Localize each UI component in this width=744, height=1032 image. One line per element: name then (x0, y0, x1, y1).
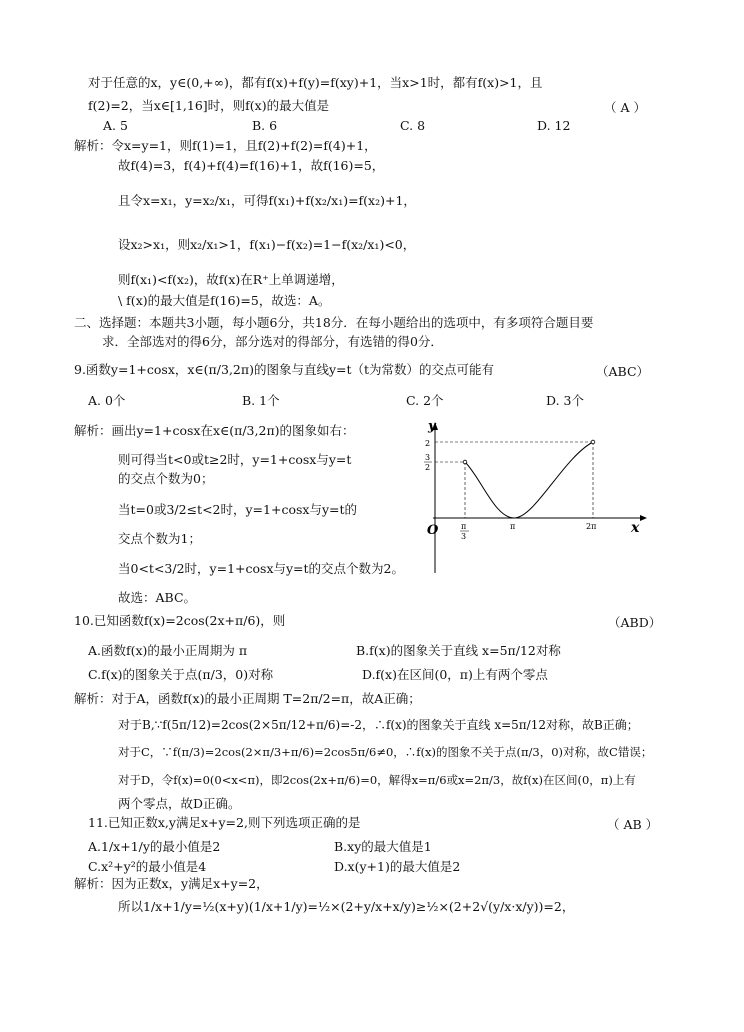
section2-instruction-line2: 求．全部选对的得6分，部分选对的得部分，有选错的得0分． (102, 334, 443, 349)
q9-solution-line7: 故选：ABC。 (118, 590, 197, 605)
q11-solution-line2: 所以1/x+1/y=½(x+y)(1/x+1/y)=½×(2+y/x+x/y)≥½×(2+2√(y/x·x/y))=2， (118, 899, 575, 914)
q10-stem: 10.已知函数f(x)=2cos(2x+π/6)，则 (74, 613, 286, 628)
q9-option-c: C. 2个 (406, 393, 444, 408)
q8-option-d: D. 12 (537, 118, 571, 133)
x-tick-3-denom: 3 (461, 532, 467, 541)
q8-solution-line5: 则f(x₁)<f(x₂)，故f(x)在R⁺上单调递增， (118, 272, 344, 287)
q8-option-b: B. 6 (252, 118, 278, 133)
q11-option-a: A.1/x+1/y的最小值是2 (88, 839, 221, 854)
q8-solution-line1: 解析：令x=y=1，则f(1)=1，且f(2)+f(2)=f(4)+1， (74, 138, 377, 153)
q9-stem: 9.函数y=1+cosx，x∈(π/3,2π)的图象与直线y=t（t为常数）的交点可能有 (74, 362, 495, 377)
q8-solution-line2: 故f(4)=3，f(4)+f(4)=f(16)+1，故f(16)=5， (118, 158, 385, 173)
q11-stem: 11.已知正数x,y满足x+y=2,则下列选项正确的是 (88, 815, 361, 830)
y-axis-label: y (428, 419, 436, 434)
x-tick-pi-num: π (461, 522, 467, 531)
q9-answer: （ABC） (596, 364, 650, 379)
q11-solution-line1: 解析：因为正数x，y满足x+y=2， (74, 876, 269, 891)
q10-solution-line3: 对于C，∵f(π/3)=2cos(2×π/3+π/6)=2cos5π/6≠0，∴f(x)的图象不关于点(π/3，0)对称，故C错误； (118, 745, 653, 759)
open-point-right (591, 440, 595, 444)
q11-option-c: C.x²+y²的最小值是4 (88, 859, 207, 874)
q9-solution-line1: 解析：画出y=1+cosx在x∈(π/3,2π)的图象如右： (74, 423, 355, 438)
q9-option-b: B. 1个 (242, 393, 280, 408)
q9-option-d: D. 3个 (546, 393, 584, 408)
q11-answer: （ AB ） (607, 817, 659, 832)
x-tick-pi: π (510, 522, 516, 531)
q8-solution-line6: \ f(x)的最大值是f(16)=5，故选：A。 (118, 293, 331, 308)
section2-instruction-line1: 二、选择题：本题共3小题，每小题6分，共18分．在每小题给出的选项中，有多项符合题目要 (74, 315, 594, 330)
q9-solution-line3: 的交点个数为0； (118, 471, 214, 486)
q8-solution-line4: 设x₂>x₁，则x₂/x₁>1，f(x₁)−f(x₂)=1−f(x₂/x₁)<0， (118, 237, 416, 252)
q10-solution-line1: 解析：对于A，函数f(x)的最小正周期 T=2π/2=π，故A正确； (74, 691, 421, 706)
q9-solution-line5: 交点个数为1； (118, 531, 201, 546)
origin-label: O (427, 523, 439, 538)
q8-solution-line3: 且令x=x₁，y=x₂/x₁，可得f(x₁)+f(x₂/x₁)=f(x₂)+1， (118, 193, 416, 208)
q10-solution-line2: 对于B,∵f(5π/12)=2cos(2×5π/12+π/6)=-2，∴f(x)的图象关于直线 x=5π/12对称，故B正确； (118, 718, 639, 732)
x-tick-2pi: 2π (586, 522, 597, 531)
q8-stem-line2: f(2)=2，当x∈[1,16]时，则f(x)的最大值是 (88, 98, 330, 113)
q9-cosine-graph (395, 418, 655, 578)
q10-option-a: A.函数f(x)的最小正周期为 π (88, 643, 248, 658)
y-tick-2: 2 (425, 439, 431, 448)
q10-answer: （ABD） (608, 615, 662, 630)
x-axis-arrow (640, 515, 647, 521)
y-tick-3: 3 (425, 453, 431, 462)
cosine-curve (465, 442, 593, 518)
q9-solution-line6: 当0<t<3/2时，y=1+cosx与y=t的交点个数为2。 (118, 561, 405, 576)
q9-solution-line2: 则可得当t<0或t≥2时，y=1+cosx与y=t (118, 452, 352, 467)
q10-option-b: B.f(x)的图象关于直线 x=5π/12对称 (356, 643, 561, 658)
q11-option-b: B.xy的最大值是1 (334, 839, 432, 854)
q8-stem-line1: 对于任意的x，y∈(0,+∞)，都有f(x)+f(y)=f(xy)+1，当x>1时，都有f(x)>1，且 (88, 75, 543, 90)
q10-option-c: C.f(x)的图象关于点(π/3，0)对称 (88, 667, 274, 682)
y-tick-2-denom: 2 (425, 463, 431, 472)
q8-option-a: A. 5 (103, 118, 128, 133)
q9-solution-line4: 当t=0或3/2≤t<2时，y=1+cosx与y=t的 (118, 502, 358, 517)
q10-solution-line5: 两个零点，故D正确。 (118, 796, 241, 811)
open-point-left (463, 460, 467, 464)
q11-option-d: D.x(y+1)的最大值是2 (334, 859, 461, 874)
q8-option-c: C. 8 (400, 118, 426, 133)
q10-option-d: D.f(x)在区间(0，π)上有两个零点 (362, 667, 548, 682)
q8-answer: （ A ） (604, 100, 646, 115)
q10-solution-line4: 对于D，令f(x)=0(0<x<π)，即2cos(2x+π/6)=0，解得x=π/6或x=2π/3，故f(x)在区间(0，π)上有 (118, 773, 636, 787)
q9-option-a: A. 0个 (88, 393, 126, 408)
x-axis-label: x (631, 520, 640, 536)
